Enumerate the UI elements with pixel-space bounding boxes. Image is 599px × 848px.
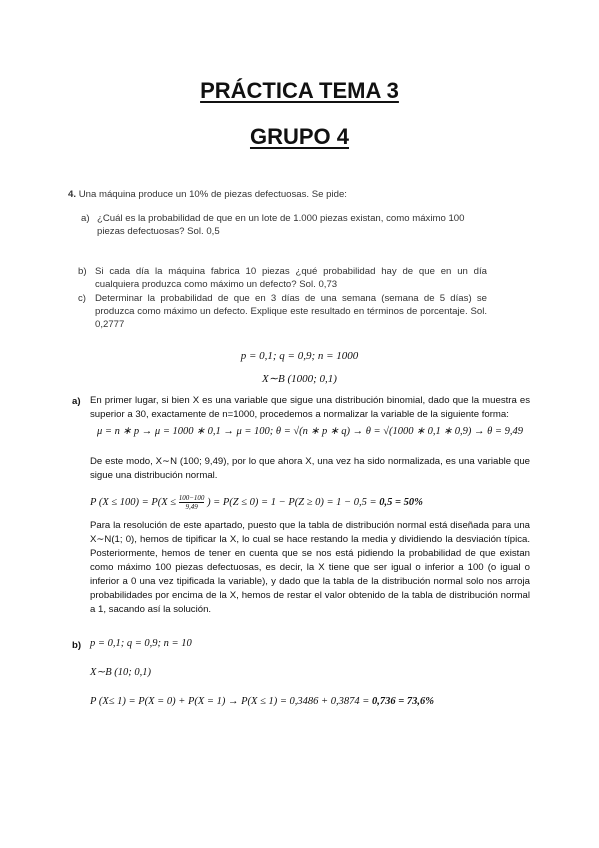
prob-mid: ) = P(Z ≤ 0) = 1 − P(Z ≥ 0) = 1 − 0,5 =: [207, 496, 380, 508]
solution-b-probability: [90, 696, 434, 707]
item-c-text: Determinar la probabilidad de que en 3 días de una semana (semana de 5 días) se produzca como máximo un defecto. Explique este resultado en términos de porcentaje. Sol. 0,2777: [95, 293, 487, 330]
item-c-label: c): [78, 293, 86, 304]
solution-a-explanation: Para la resolución de este apartado, puesto que la tabla de distribución normal está diseñada para una X∼N(1; 0), hemos de tipificar la X, lo cual se hace restando la media y dividiendo la desviación típica. Posteriormente, hemos de tener en cuenta que se nos está pidiendo la probabilidad de que existan como máximo 100 piezas defectuosas, es decir, la X tiene que ser igual o inferior a 100 (o igual o inferior a 0 una vez tipificada la variable), y dado que la tabla de la distribución normal solo nos arroja probabilidades por encima de la X, hemos de restar el valor obtenido de la tabla de distribución normal a 1, sacando así la solución.: [90, 520, 530, 615]
solution-a-label: a): [72, 396, 81, 407]
problem-statement: [68, 188, 538, 201]
given-distribution: X∼B (1000; 0,1): [262, 373, 337, 385]
fraction-numerator: 100−100: [178, 494, 205, 502]
solution-a-intro: En primer lugar, si bien X es una variable que sigue una distribución binomial, dado que la muestra es superior a 30, exactamente de n=1000, procedemos a normalizar la variable de la siguiente forma:: [90, 395, 530, 420]
fraction: [179, 494, 205, 511]
item-a-label: a): [81, 213, 90, 224]
item-a-text: ¿Cuál es la probabilidad de que en un lote de 1.000 piezas existan, como máximo 100 piezas defectuosas? Sol. 0,5: [97, 213, 465, 237]
solution-a-probability: [90, 494, 530, 511]
solution-b-distribution: X∼B (10; 0,1): [90, 667, 151, 678]
solution-a-formula: μ = n ∗ p → μ = 1000 ∗ 0,1 → μ = 100; θ = √(n ∗ p ∗ q) → θ = √(1000 ∗ 0,1 ∗ 0,9) → θ = 9,49: [97, 426, 523, 437]
fraction-denominator: 9,49: [185, 503, 198, 511]
solution-b-label: b): [72, 640, 82, 651]
solution-b-params: p = 0,1; q = 0,9; n = 10: [90, 638, 192, 649]
item-b-text: Si cada día la máquina fabrica 10 piezas ¿qué probabilidad hay de que en un día cualquiera produzca como máximo un defecto? Sol. 0,73: [95, 266, 487, 290]
solution-b-prob-text: P (X≤ 1) = P(X = 0) + P(X = 1) → P(X ≤ 1) = 0,3486 + 0,3874 =: [90, 696, 372, 707]
problem-statement-text: Una máquina produce un 10% de piezas defectuosas. Se pide:: [78, 189, 347, 200]
page-title: PRÁCTICA TEMA 3: [200, 78, 399, 103]
given-params: p = 0,1; q = 0,9; n = 1000: [240, 350, 359, 362]
page-subtitle: GRUPO 4: [249, 124, 350, 149]
item-b-label: b): [78, 266, 87, 277]
prob-prefix: P (X ≤ 100) = P(X ≤: [90, 496, 179, 508]
solution-a-normalized: De este modo, X∼N (100; 9,49), por lo que ahora X, una vez ha sido normalizada, es una variable que sigue una distribución normal.: [90, 456, 530, 481]
problem-number: 4.: [68, 189, 77, 200]
solution-b-prob-result: 0,736 = 73,6%: [371, 696, 434, 707]
prob-result: 0,5 = 50%: [379, 496, 423, 508]
